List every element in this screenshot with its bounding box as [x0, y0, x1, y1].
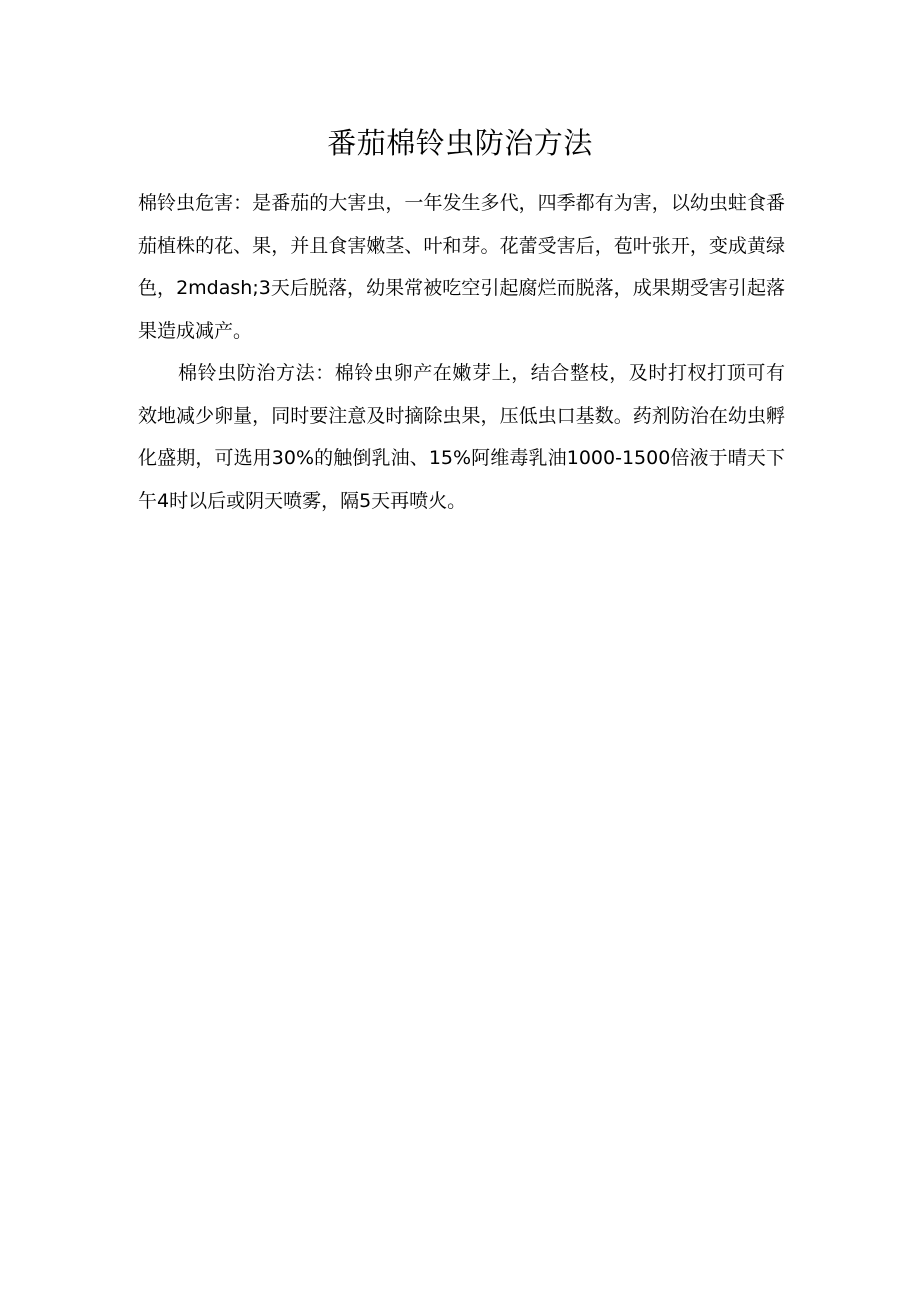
paragraph-control-methods: 棉铃虫防治方法：棉铃虫卵产在嫩芽上，结合整枝，及时打杈打顶可有效地减少卵量，同时要注意及时摘除虫果，压低虫口基数。药剂防治在幼虫孵化盛期，可选用30%的触倒乳油、15%阿维毒乳油1000-1500倍液于晴天下午4时以后或阴天喷雾，隔5天再喷火。: [138, 362, 785, 512]
paragraph-harm: 棉铃虫危害：是番茄的大害虫，一年发生多代，四季都有为害，以幼虫蛀食番茄植株的花、果，并且食害嫩茎、叶和芽。花蕾受害后，苞叶张开，变成黄绿色，2mdash;3天后脱落，幼果常被吃空引起腐烂而脱落，成果期受害引起落果造成减产。: [138, 192, 785, 342]
document-body: [138, 182, 785, 522]
document-title: 番茄棉铃虫防治方法: [327, 126, 593, 160]
